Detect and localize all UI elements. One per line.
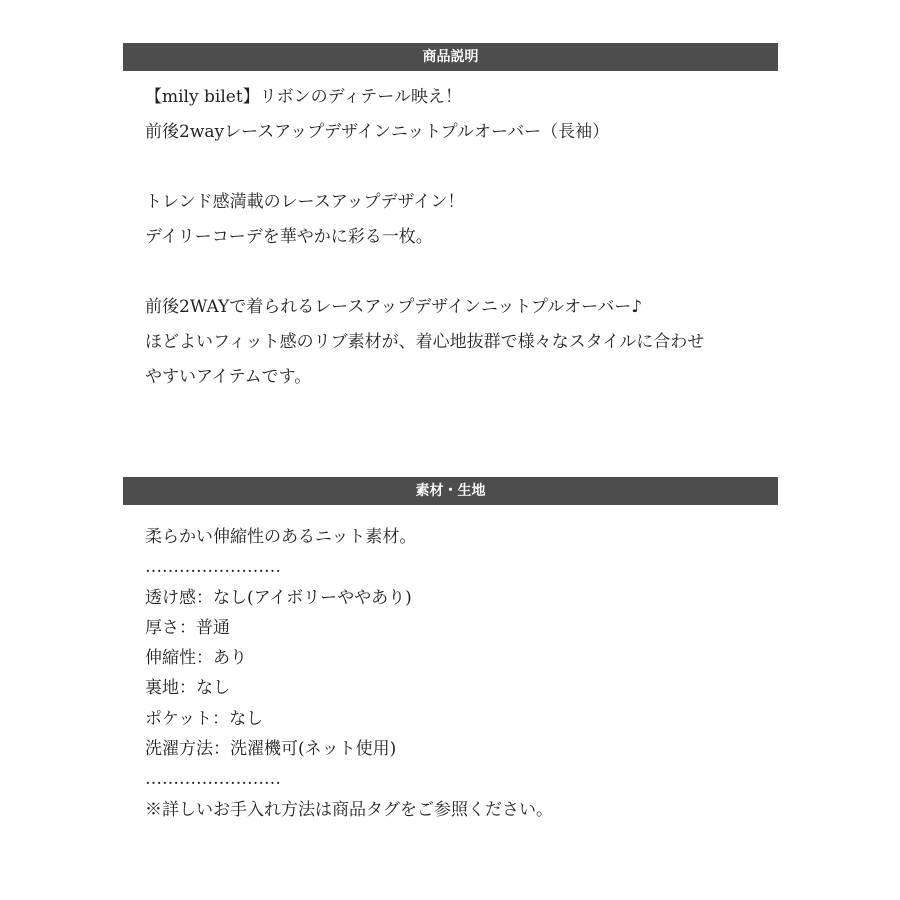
product-description-body bbox=[145, 80, 765, 395]
material-fabric-body bbox=[145, 522, 765, 825]
description-line: 前後2wayレースアップデザインニットプルオーバー（長袖） bbox=[145, 122, 610, 142]
spec-washing: 洗濯方法：洗濯機可(ネット使用) bbox=[145, 739, 397, 760]
spec-pocket: ポケット：なし bbox=[145, 708, 264, 729]
description-line: デイリーコーデを華やかに彩る一枚。 bbox=[145, 227, 433, 247]
description-line: 前後2WAYで着られるレースアップデザインニットプルオーバー♪ bbox=[145, 297, 643, 317]
dotted-divider: …………………… bbox=[145, 557, 281, 578]
description-line: 【mily bilet】リボンのディテール映え！ bbox=[145, 87, 462, 107]
paragraph-gap bbox=[145, 255, 765, 290]
paragraph-gap bbox=[145, 150, 765, 185]
product-description-header: 商品説明 bbox=[123, 43, 778, 71]
spec-thickness: 厚さ：普通 bbox=[145, 617, 230, 638]
spec-stretch: 伸縮性：あり bbox=[145, 648, 247, 669]
description-line: トレンド感満載のレースアップデザイン！ bbox=[145, 192, 465, 212]
material-fabric-header: 素材・生地 bbox=[123, 477, 778, 505]
care-note: ※詳しいお手入れ方法は商品タグをご参照ください。 bbox=[145, 799, 553, 820]
spec-lining: 裏地：なし bbox=[145, 678, 230, 699]
description-line: ほどよいフィット感のリブ素材が、着心地抜群で様々なスタイルに合わせ bbox=[145, 332, 705, 352]
material-summary: 柔らかい伸縮性のあるニット素材。 bbox=[145, 527, 417, 547]
spec-transparency: 透け感：なし(アイボリーややあり) bbox=[145, 587, 412, 608]
description-line: やすいアイテムです。 bbox=[145, 367, 312, 387]
dotted-divider: …………………… bbox=[145, 769, 281, 790]
